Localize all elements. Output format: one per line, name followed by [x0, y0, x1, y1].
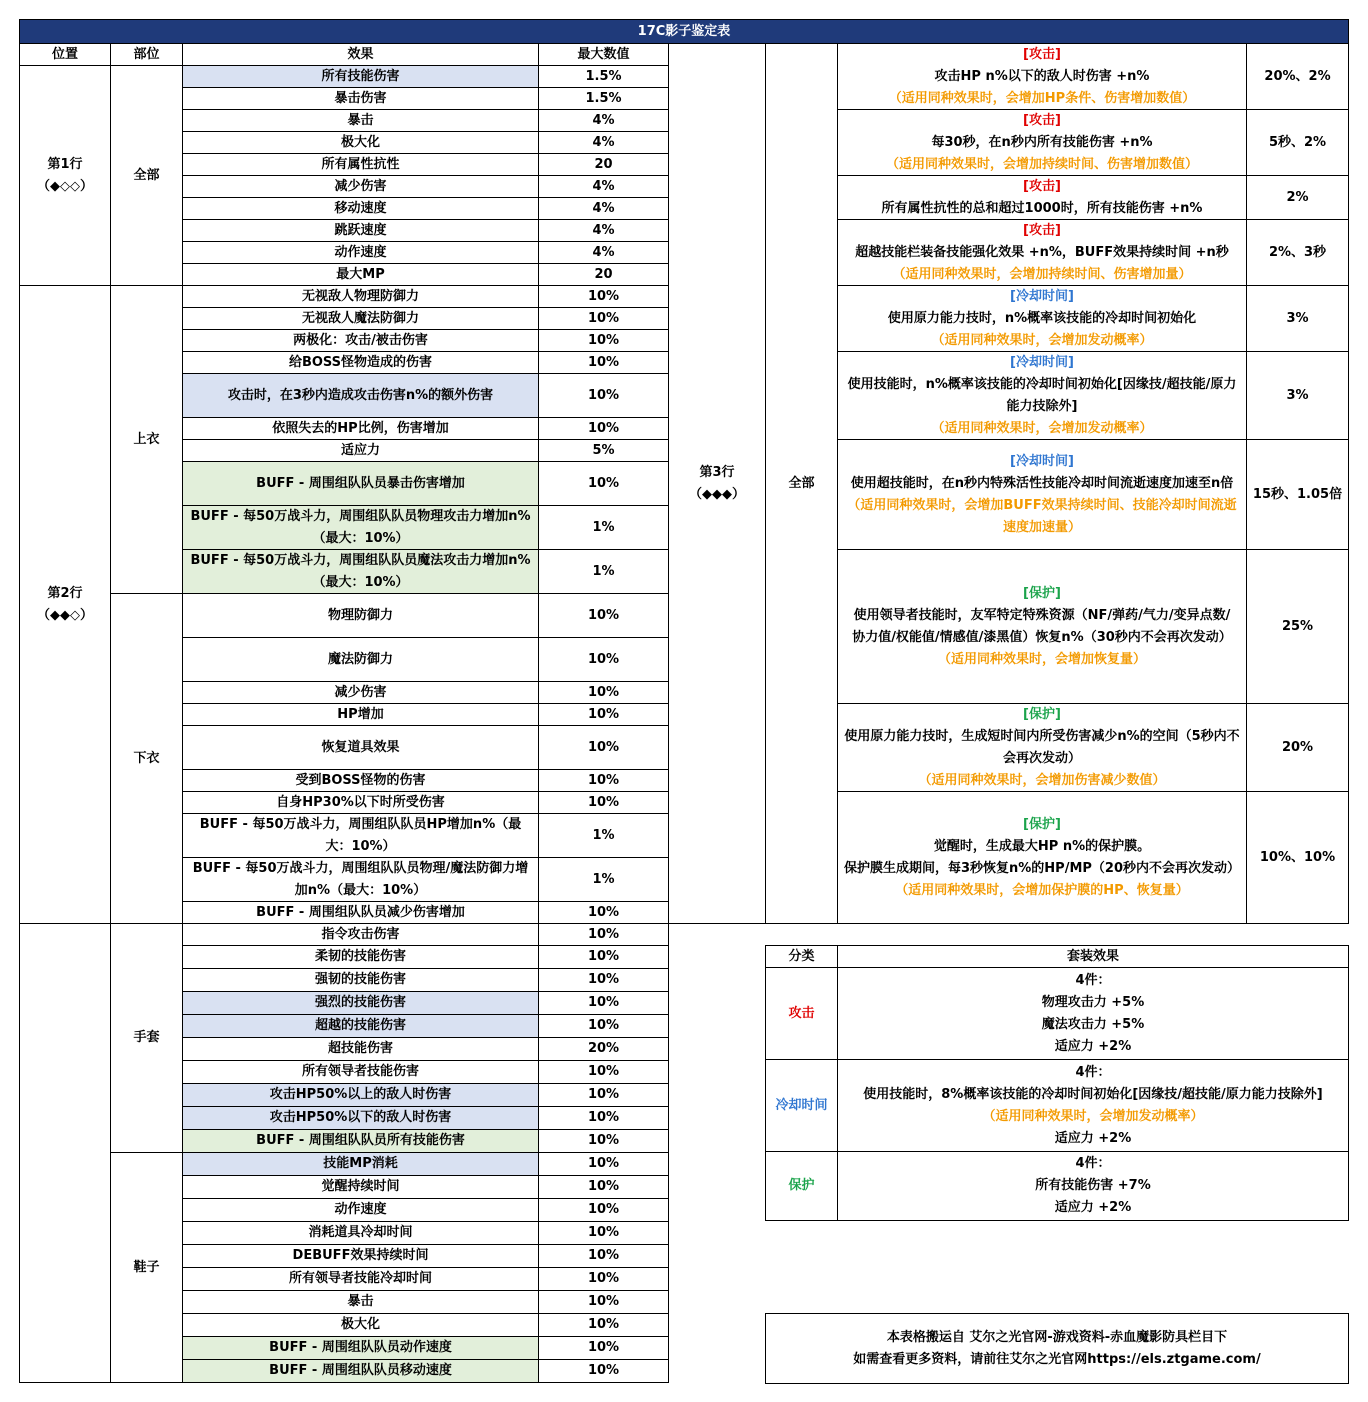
value-cell: 4% [538, 175, 669, 198]
part-bottom: 下衣 [110, 593, 183, 924]
effect-cell: 适应力 [182, 439, 539, 462]
effect-line: 每30秒，在n秒内所有技能伤害 +n% [931, 134, 1153, 150]
effect-cell: 觉醒持续时间 [182, 1175, 539, 1199]
row3-effect-cell [837, 219, 1247, 286]
effect-cell: BUFF - 周围组队队员移动速度 [182, 1359, 539, 1383]
row3-value-cell: 5秒、2% [1246, 109, 1349, 176]
effect-cell: 攻击HP50%以下的敌人时伤害 [182, 1106, 539, 1130]
value-cell: 10% [538, 769, 669, 792]
row3-label [668, 43, 766, 924]
row3-value-cell: 20%、2% [1246, 43, 1349, 110]
effect-cell: 所有技能伤害 [182, 65, 539, 88]
value-cell: 10% [538, 329, 669, 352]
effect-line: 使用原力能力技时，生成短时间内所受伤害减少n%的空间（5秒内不会再次发动） [844, 728, 1240, 766]
effect-line: 使用超技能时，在n秒内特殊活性技能冷却时间流逝速度加速至n倍 [850, 475, 1234, 491]
effect-line: 攻击HP n%以下的敌人时伤害 +n% [934, 68, 1150, 84]
part-shoes: 鞋子 [110, 1152, 183, 1383]
set-effect-line: 使用技能时，8%概率该技能的冷却时间初始化[因缘技/超技能/原力能力技除外] [863, 1086, 1323, 1102]
value-cell: 4% [538, 241, 669, 264]
effect-line: 超越技能栏装备技能强化效果 +n%，BUFF效果持续时间 +n秒 [855, 244, 1229, 260]
effect-tag: [攻击] [1023, 112, 1061, 128]
set-effect-cell [837, 1151, 1349, 1221]
source-footer [765, 1313, 1349, 1384]
row3-value-cell: 2% [1246, 175, 1349, 220]
value-cell: 4% [538, 219, 669, 242]
effect-cell: 攻击时，在3秒内造成攻击伤害n%的额外伤害 [182, 373, 539, 418]
effect-cell: 两极化：攻击/被击伤害 [182, 329, 539, 352]
effect-cell: BUFF - 每50万战斗力，周围组队队员HP增加n%（最大：10%） [182, 813, 539, 858]
effect-cell: BUFF - 周围组队队员所有技能伤害 [182, 1129, 539, 1153]
effect-cell: 极大化 [182, 1313, 539, 1337]
effect-cell: BUFF - 周围组队队员暴击伤害增加 [182, 461, 539, 506]
value-cell: 10% [538, 285, 669, 308]
row3-value-cell: 25% [1246, 549, 1349, 704]
effect-tag: [保护] [1023, 816, 1061, 832]
row2-label [19, 285, 111, 924]
effect-cell: 极大化 [182, 131, 539, 154]
value-cell: 5% [538, 439, 669, 462]
effect-cell: 恢复道具效果 [182, 725, 539, 770]
effect-tag: [保护] [1023, 585, 1061, 601]
value-cell: 10% [538, 1106, 669, 1130]
effect-tag: [保护] [1023, 706, 1061, 722]
effect-cell: 暴击 [182, 109, 539, 132]
set-effect-line: （适用同种效果时，会增加发动概率） [982, 1108, 1204, 1124]
part-all-row3: 全部 [765, 43, 838, 924]
part-gloves: 手套 [110, 923, 183, 1153]
row3-value-cell: 3% [1246, 285, 1349, 352]
header-position: 位置 [19, 43, 111, 66]
effect-note: （适用同种效果时，会增加持续时间、伤害增加量） [892, 266, 1192, 282]
effect-cell: BUFF - 每50万战斗力，周围组队队员魔法攻击力增加n%（最大：10%） [182, 549, 539, 594]
effect-cell: 动作速度 [182, 1198, 539, 1222]
effect-line: 使用领导者技能时，友军特定特殊资源（NF/弹药/气力/变异点数/ [853, 607, 1231, 623]
effect-cell: 自身HP30%以下时所受伤害 [182, 791, 539, 814]
effect-cell: 超越的技能伤害 [182, 1014, 539, 1038]
set-effect-cell [837, 967, 1349, 1060]
value-cell: 10% [538, 1129, 669, 1153]
footer-line: 如需查看更多资料，请前往艾尔之光官网https://els.ztgame.com/ [853, 1351, 1261, 1367]
value-cell: 10% [538, 1083, 669, 1107]
effect-cell: 强韧的技能伤害 [182, 968, 539, 992]
value-cell: 4% [538, 131, 669, 154]
effect-cell: HP增加 [182, 703, 539, 726]
effect-cell: 指令攻击伤害 [182, 923, 539, 946]
value-cell: 20 [538, 263, 669, 286]
set-effect-line: 4件： [1075, 1156, 1111, 1171]
effect-cell: 动作速度 [182, 241, 539, 264]
value-cell: 10% [538, 991, 669, 1015]
set-effect-cell [837, 1059, 1349, 1152]
effect-cell: 所有属性抗性 [182, 153, 539, 176]
set-effect-line: 物理攻击力 +5% [1041, 994, 1145, 1010]
row2-label-cont [19, 923, 111, 1383]
set-effect-line: 适应力 +2% [1054, 1200, 1132, 1215]
set-category: 攻击 [765, 967, 838, 1060]
set-effect-line: 适应力 +2% [1054, 1038, 1132, 1054]
value-cell: 10% [538, 923, 669, 946]
effect-cell: BUFF - 周围组队队员减少伤害增加 [182, 901, 539, 924]
value-cell: 10% [538, 681, 669, 704]
row-symbol: （◆◆◇） [37, 607, 93, 623]
effect-cell: 柔韧的技能伤害 [182, 945, 539, 969]
effect-tag: [攻击] [1023, 178, 1061, 194]
value-cell: 10% [538, 1175, 669, 1199]
row3-value-cell: 20% [1246, 703, 1349, 792]
value-cell: 20% [538, 1037, 669, 1061]
set-header-category: 分类 [765, 945, 838, 968]
value-cell: 10% [538, 1060, 669, 1084]
row3-effect-cell [837, 43, 1247, 110]
value-cell: 10% [538, 901, 669, 924]
set-effect-line: 4件： [1075, 1064, 1111, 1080]
set-category: 保护 [765, 1151, 838, 1221]
value-cell: 10% [538, 593, 669, 638]
effect-cell: 减少伤害 [182, 175, 539, 198]
row3-effect-cell [837, 791, 1247, 924]
effect-note: （适用同种效果时，会增加HP条件、伤害增加数值） [888, 90, 1196, 106]
value-cell: 10% [538, 1221, 669, 1245]
set-effect-line: 魔法攻击力 +5% [1041, 1016, 1145, 1032]
row3-effect-cell [837, 439, 1247, 550]
value-cell: 10% [538, 1313, 669, 1337]
value-cell: 10% [538, 791, 669, 814]
value-cell: 4% [538, 197, 669, 220]
set-effect-line: 所有技能伤害 +7% [1035, 1178, 1151, 1193]
value-cell: 10% [538, 1244, 669, 1268]
effect-cell: 跳跃速度 [182, 219, 539, 242]
sheet-title: 17C影子鉴定表 [19, 19, 1349, 44]
row3-value-cell: 3% [1246, 351, 1349, 440]
part-top: 上衣 [110, 285, 183, 594]
value-cell: 10% [538, 1014, 669, 1038]
row-label: 第1行 [47, 156, 83, 172]
set-effect-line: 4件： [1075, 972, 1111, 988]
effect-cell: 魔法防御力 [182, 637, 539, 682]
row3-value-cell: 2%、3秒 [1246, 219, 1349, 286]
effect-cell: BUFF - 每50万战斗力，周围组队队员物理/魔法防御力增加n%（最大：10%） [182, 857, 539, 902]
value-cell: 10% [538, 461, 669, 506]
value-cell: 1% [538, 549, 669, 594]
value-cell: 10% [538, 703, 669, 726]
effect-cell: 减少伤害 [182, 681, 539, 704]
value-cell: 1% [538, 813, 669, 858]
effect-cell: 无视敌人物理防御力 [182, 285, 539, 308]
row-label: 第2行 [47, 585, 83, 601]
effect-cell: 最大MP [182, 263, 539, 286]
value-cell: 10% [538, 725, 669, 770]
row3-effect-cell [837, 175, 1247, 220]
effect-cell: 受到BOSS怪物的伤害 [182, 769, 539, 792]
effect-cell: 给BOSS怪物造成的伤害 [182, 351, 539, 374]
part-all-row1: 全部 [110, 65, 183, 286]
effect-cell: 暴击伤害 [182, 87, 539, 110]
set-category: 冷却时间 [765, 1059, 838, 1152]
effect-tag: [攻击] [1023, 222, 1061, 238]
effect-line: 保护膜生成期间，每3秒恢复n%的HP/MP（20秒内不会再次发动） [843, 860, 1241, 876]
effect-cell: BUFF - 周围组队队员动作速度 [182, 1336, 539, 1360]
row3-effect-cell [837, 351, 1247, 440]
row3-value-cell: 15秒、1.05倍 [1246, 439, 1349, 550]
effect-cell: 依照失去的HP比例，伤害增加 [182, 417, 539, 440]
value-cell: 10% [538, 417, 669, 440]
effect-cell: BUFF - 每50万战斗力，周围组队队员物理攻击力增加n%（最大：10%） [182, 505, 539, 550]
effect-cell: 所有领导者技能冷却时间 [182, 1267, 539, 1291]
value-cell: 10% [538, 1359, 669, 1383]
row3-effect-cell [837, 285, 1247, 352]
effect-note: （适用同种效果时，会增加恢复量） [937, 651, 1146, 667]
effect-cell: 所有领导者技能伤害 [182, 1060, 539, 1084]
effect-tag: [冷却时间] [1010, 288, 1074, 304]
effect-note: （适用同种效果时，会增加持续时间、伤害增加数值） [885, 156, 1198, 172]
effect-line: 使用原力能力技时，n%概率该技能的冷却时间初始化 [887, 310, 1197, 326]
value-cell: 10% [538, 637, 669, 682]
effect-cell: 移动速度 [182, 197, 539, 220]
row3-value-cell: 10%、10% [1246, 791, 1349, 924]
value-cell: 10% [538, 1152, 669, 1176]
value-cell: 1% [538, 857, 669, 902]
effect-line: 使用技能时，n%概率该技能的冷却时间初始化[因缘技/超技能/原力能力技除外] [847, 376, 1237, 414]
set-header-effect: 套装效果 [837, 945, 1349, 968]
effect-cell: 无视敌人魔法防御力 [182, 307, 539, 330]
value-cell: 4% [538, 109, 669, 132]
effect-line: 所有属性抗性的总和超过1000时，所有技能伤害 +n% [881, 200, 1203, 216]
effect-line: 觉醒时，生成最大HP n%的保护膜。 [933, 838, 1151, 854]
value-cell: 10% [538, 1336, 669, 1360]
effect-cell: 强烈的技能伤害 [182, 991, 539, 1015]
header-part: 部位 [110, 43, 183, 66]
value-cell: 1.5% [538, 87, 669, 110]
effect-line: 协力值/权能值/情感值/漆黑值）恢复n%（30秒内不会再次发动） [852, 629, 1232, 645]
effect-cell: 超技能伤害 [182, 1037, 539, 1061]
set-effect-line: 适应力 +2% [1054, 1130, 1132, 1146]
effect-tag: [冷却时间] [1010, 453, 1074, 469]
value-cell: 10% [538, 945, 669, 969]
effect-note: （适用同种效果时，会增加伤害减少数值） [918, 772, 1166, 788]
row-label: 第3行 [699, 464, 735, 480]
effect-tag: [冷却时间] [1010, 354, 1074, 370]
effect-cell: 物理防御力 [182, 593, 539, 638]
value-cell: 10% [538, 1290, 669, 1314]
effect-cell: 技能MP消耗 [182, 1152, 539, 1176]
effect-note: （适用同种效果时，会增加发动概率） [931, 420, 1153, 436]
value-cell: 10% [538, 968, 669, 992]
effect-tag: [攻击] [1023, 46, 1061, 62]
value-cell: 1% [538, 505, 669, 550]
row3-effect-cell [837, 703, 1247, 792]
row1-label [19, 65, 111, 286]
effect-note: （适用同种效果时，会增加保护膜的HP、恢复量） [895, 882, 1189, 898]
header-effect: 效果 [182, 43, 539, 66]
value-cell: 10% [538, 373, 669, 418]
value-cell: 10% [538, 351, 669, 374]
effect-cell: DEBUFF效果持续时间 [182, 1244, 539, 1268]
effect-note: （适用同种效果时，会增加BUFF效果持续时间、技能冷却时间流逝速度加速量） [847, 497, 1237, 535]
row3-effect-cell [837, 549, 1247, 704]
row-symbol: （◆◇◇） [37, 178, 93, 194]
effect-note: （适用同种效果时，会增加发动概率） [931, 332, 1153, 348]
header-max: 最大数值 [538, 43, 669, 66]
value-cell: 1.5% [538, 65, 669, 88]
row3-effect-cell [837, 109, 1247, 176]
effect-cell: 暴击 [182, 1290, 539, 1314]
effect-cell: 攻击HP50%以上的敌人时伤害 [182, 1083, 539, 1107]
row-symbol: （◆◆◆） [689, 486, 745, 502]
effect-cell: 消耗道具冷却时间 [182, 1221, 539, 1245]
value-cell: 10% [538, 307, 669, 330]
value-cell: 10% [538, 1267, 669, 1291]
footer-line: 本表格搬运自 艾尔之光官网-游戏资料-赤血魔影防具栏目下 [886, 1329, 1228, 1345]
value-cell: 20 [538, 153, 669, 176]
value-cell: 10% [538, 1198, 669, 1222]
